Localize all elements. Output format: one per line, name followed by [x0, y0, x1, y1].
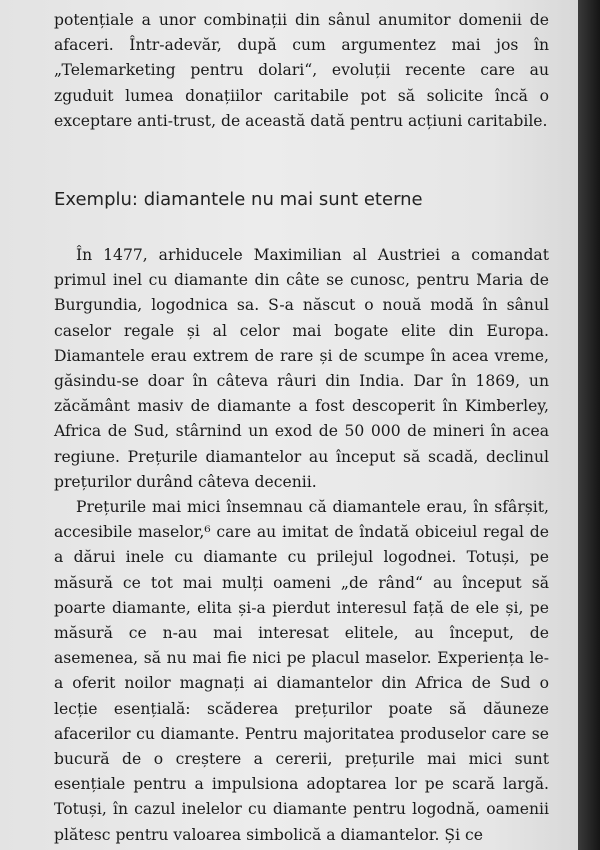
- intro-text-block: [54, 8, 549, 134]
- body-text-block: [54, 243, 549, 848]
- intro-paragraph: potențiale a unor combinații din sânul anumitor domenii de afaceri. Într-adevăr, după cum argumentez mai jos în „Telemarketing pentru dolari“, evoluții recente care au zguduit lumea donațiilor caritabile pot să solicite încă o exceptare anti-trust, de această dată pentru acțiuni caritabile.: [54, 11, 549, 130]
- paragraph-2: Prețurile mai mici însemnau că diamantele erau, în sfârșit, accesibile maselor,⁶ care au imitat de îndată obiceiul regal de a dărui inele cu diamante cu prilejul logodnei. Totuși, pe măsură ce tot mai mulți oameni „de rând“ au început să poarte diamante, elita și-a pierdut interesul față de ele și, pe măsură ce n-au mai interesat elitele, au început, de asemenea, să nu mai fie nici pe placul maselor. Experiența le-a oferit noilor magnați ai diamantelor din Africa de Sud o lecție esențială: scăderea prețurilor poate să dăuneze afacerilor cu diamante. Pentru majoritatea produselor care se bucură de o creștere a cererii, prețurile mai mici sunt esențiale pentru a impulsiona adoptarea lor pe scară largă. Totuși, în cazul inelelor cu diamante pentru logodnă, oamenii plătesc pentru valoarea simbolică a diamantelor. Și ce: [54, 498, 549, 844]
- section-heading: Exemplu: diamantele nu mai sunt eterne: [54, 189, 423, 210]
- book-spine-shadow: [578, 0, 600, 850]
- paragraph-1: În 1477, arhiducele Maximilian al Austriei a comandat primul inel cu diamante din câte se cunosc, pentru Maria de Burgundia, logodnica sa. S-a născut o nouă modă în sânul caselor regale și al celor mai bogate elite din Europa. Diamantele erau extrem de rare și de scumpe în acea vreme, găsindu-se doar în câteva râuri din India. Dar în 1869, un zăcământ masiv de diamante a fost descoperit în Kimberley, Africa de Sud, stârnind un exod de 50 000 de mineri în acea regiune. Prețurile diamantelor au început să scadă, declinul prețurilor durând câteva decenii.: [54, 246, 549, 491]
